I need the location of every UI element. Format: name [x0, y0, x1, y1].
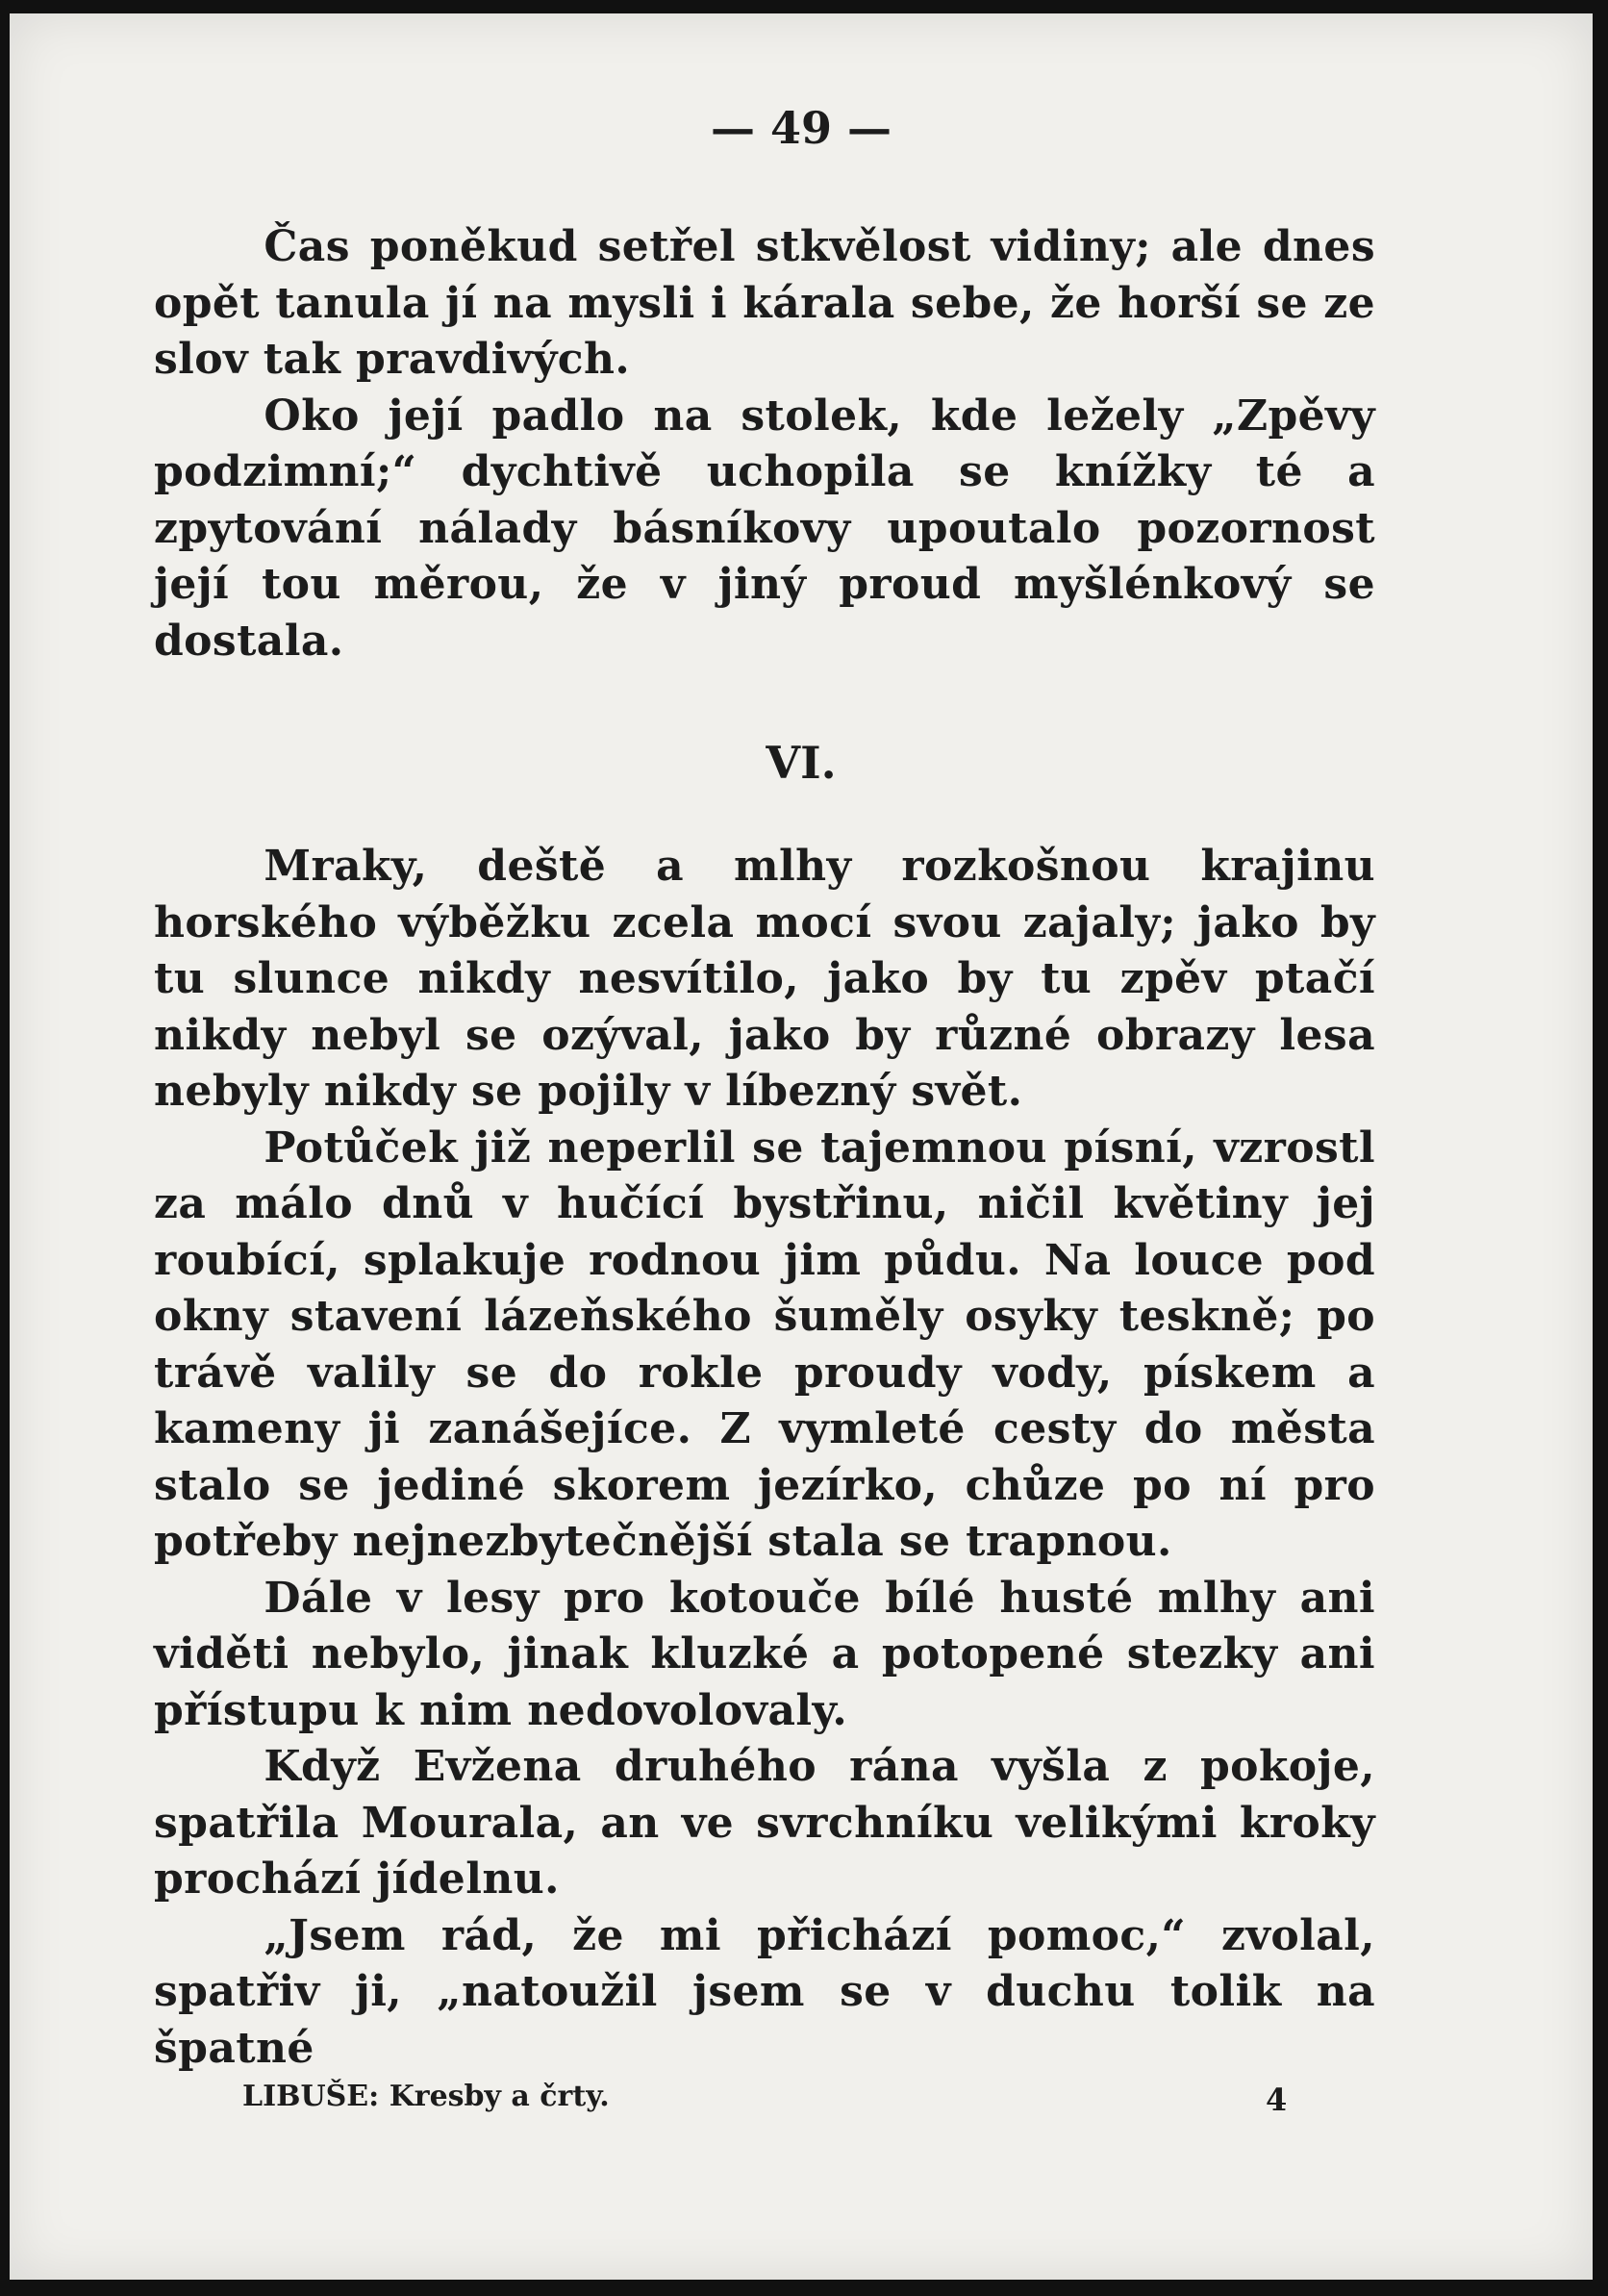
page-number: — 49 — [710, 102, 892, 154]
book-page [10, 13, 1593, 2280]
paragraph: Když Evžena druhého rána vyšla z pokoje, spatřila Mourala, an ve svrchníku velikými kroky prochází jídelnu. [154, 1742, 1375, 1904]
signature-mark: 4 [1266, 2082, 1288, 2118]
paragraph: Čas poněkud setřel stkvělost vidiny; ale dnes opět tanula jí na mysli i kárala sebe, že horší se ze slov tak pravdivých. [154, 222, 1375, 384]
chapter-heading: VI. [766, 737, 837, 789]
paragraph: Mraky, deště a mlhy rozkošnou krajinu horského výběžku zcela mocí svou zajaly; jako by tu slunce nikdy nesvítilo, jako by tu zpěv ptačí nikdy nebyl se ozýval, jako by různé obrazy lesa nebyly nikdy se pojily v líbezný svět. [154, 842, 1375, 1116]
text-block-after-heading [154, 839, 1375, 2077]
paragraph: Oko její padlo na stolek, kde ležely „Zpěvy podzimní;“ dychtivě uchopila se knížky té a zpytování nálady básníkovy upoutalo pozornost její tou měrou, že v jiný proud myšlénkový se dostala. [154, 391, 1375, 666]
paragraph: Potůček již neperlil se tajemnou písní, vzrostl za málo dnů v hučící bystřinu, ničil květiny jej roubící, splakuje rodnou jim půdu. Na louce pod okny stavení lázeňského šuměly osyky teskně; po trávě valily se do rokle proudy vody, pískem a kameny ji zanášejíce. Z vymleté cesty do města stalo se jediné skorem jezírko, chůze po ní pro potřeby nejnezbytečnější stala se trapnou. [154, 1123, 1375, 1566]
paragraph: „Jsem rád, že mi přichází pomoc,“ zvolal, spatřiv ji, „natoužil jsem se v duchu tolik na špatné [154, 1910, 1375, 2073]
text-block-before-heading [154, 219, 1375, 669]
signature-line: LIBUŠE: Kresby a črty. [242, 2080, 610, 2113]
paragraph: Dále v lesy pro kotouče bílé husté mlhy ani viděti nebylo, jinak kluzké a potopené stezky ani přístupu k nim nedovolovaly. [154, 1573, 1375, 1735]
